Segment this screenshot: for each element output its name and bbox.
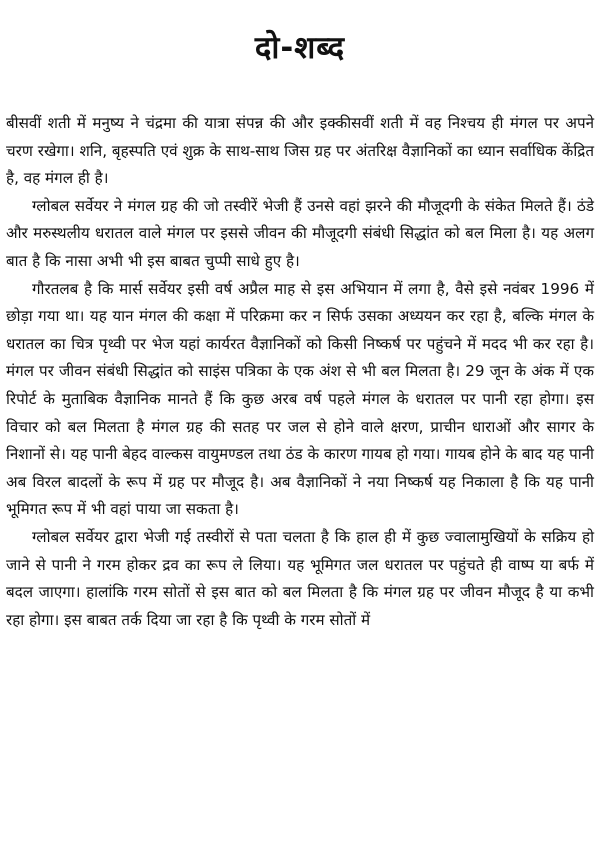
- page-title: दो-शब्द: [254, 29, 346, 66]
- paragraph-1: बीसवीं शती में मनुष्य ने चंद्रमा की यात्रा संपन्न की और इक्कीसवीं शती में वह निश्चय ही मंगल पर अपने चरण रखेगा। शनि, बृहस्पति एवं शुक्र के साथ-साथ जिस ग्रह पर अंतरिक्ष वैज्ञानिकों का ध्यान सर्वाधिक केंद्रित है, वह मंगल ही है।: [6, 114, 594, 188]
- paragraph-4: ग्लोबल सर्वेयर द्वारा भेजी गई तस्वीरों से पता चलता है कि हाल ही में कुछ ज्वालामुखियों के सक्रिय हो जाने से पानी ने गरम होकर द्रव का रूप ले लिया। यह भूमिगत जल धरातल पर पहुंचते ही वाष्प या बर्फ में बदल जाएगा। हालांकि गरम सोतों से इस बात को बल मिलता है कि मंगल ग्रह पर जीवन मौजूद है या कभी रहा होगा। इस बाबत तर्क दिया जा रहा है कि पृथ्वी के गरम सोतों में: [6, 527, 594, 629]
- body-text: [6, 110, 594, 634]
- paragraph-2: ग्लोबल सर्वेयर ने मंगल ग्रह की जो तस्वीरें भेजी हैं उनसे वहां झरने की मौजूदगी के संकेत मिलते हैं। ठंडे और मरुस्थलीय धरातल वाले मंगल पर इससे जीवन की मौजूदगी संबंधी सिद्धांत को बल मिला है। यह अलग बात है कि नासा अभी भी इस बाबत चुप्पी साधे हुए है।: [6, 196, 594, 270]
- paragraph-3: गौरतलब है कि मार्स सर्वेयर इसी वर्ष अप्रैल माह से इस अभियान में लगा है, वैसे इसे नवंबर 1996 में छोड़ा गया था। यह यान मंगल की कक्षा में परिक्रमा कर न सिर्फ उसका अध्ययन कर रहा है, बल्कि मंगल के धरातल का चित्र पृथ्वी पर भेज यहां कार्यरत वैज्ञानिकों को किसी निष्कर्ष पर पहुंचने में मदद भी कर रहा है। मंगल पर जीवन संबंधी सिद्धांत को साइंस पत्रिका के एक अंश से भी बल मिलता है। 29 जून के अंक में एक रिपोर्ट के मुताबिक वैज्ञानिक मानते हैं कि कुछ अरब वर्ष पहले मंगल के धरातल पर पानी रहा होगा। इस विचार को बल मिलता है मंगल ग्रह की सतह पर जल से होने वाले क्षरण, प्राचीन धाराओं और सागर के निशानों से। यह पानी बेहद वाल्कस वायुमण्डल तथा ठंड के कारण गायब हो गया। गायब होने के बाद यह पानी अब विरल बादलों के रूप में ग्रह पर मौजूद है। अब वैज्ञानिकों ने नया निष्कर्ष यह निकाला है कि यह पानी भूमिगत रूप में भी वहां पाया जा सकता है।: [6, 279, 594, 519]
